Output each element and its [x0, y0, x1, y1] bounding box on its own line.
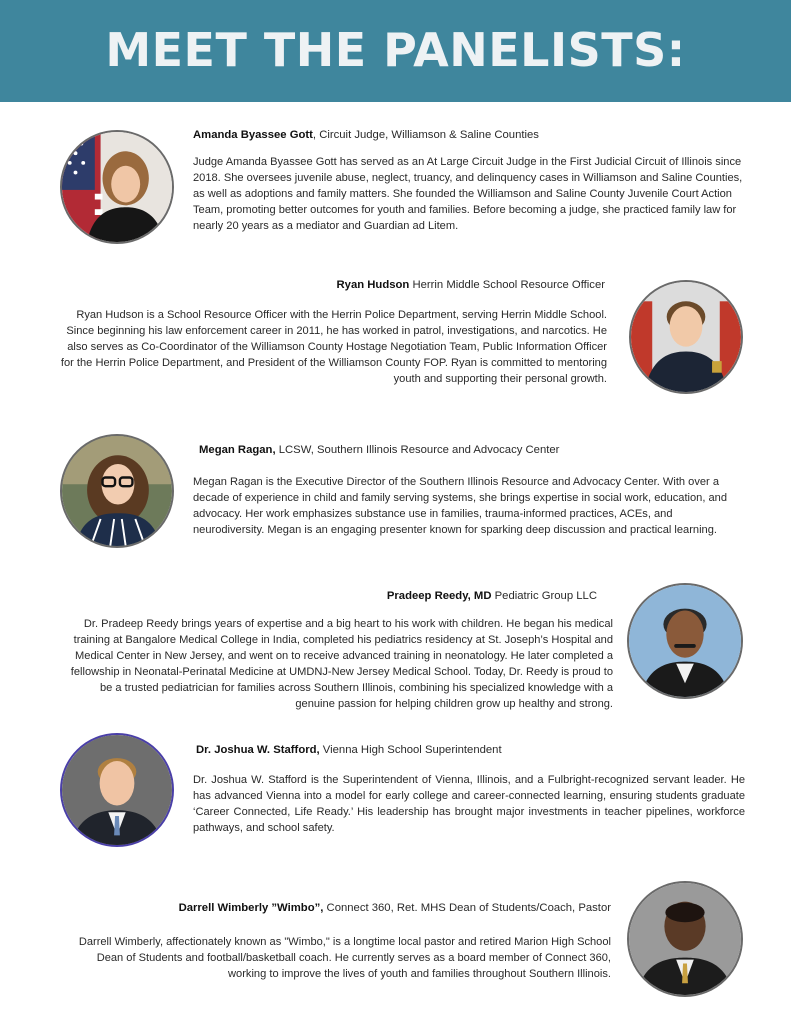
portrait-icon [62, 436, 172, 546]
panelist-photo [60, 733, 174, 847]
panelist-title: LCSW, Southern Illinois Resource and Advocacy Center [275, 444, 560, 456]
panelist-bio: Judge Amanda Byassee Gott has served as an At Large Circuit Judge in the First Judicial Circuit of Illinois since 2018. She oversees juvenile abuse, neglect, truancy, and delinquency cases in Williamson and Saline Counties, as well as adoptions and family matters. She founded the Williamson and Saline County Juvenile Court Action Team, promoting better outcomes for youth and families. Before becoming a judge, she practiced family law for nearly 20 years as a mediator and Guardian ad Litem. [193, 156, 743, 232]
panelist-heading [387, 589, 597, 603]
panelist-bio: Dr. Joshua W. Stafford is the Superintendent of Vienna, Illinois, and a Fulbright-recognized servant leader. He has advanced Vienna into a model for early college and career-connected learning, ensuring students graduate ‘Career Connected, Life Ready.’ His leadership has brought major investments in teacher pipelines, workforce pathways, and school safety. [193, 774, 745, 834]
panelist-heading [337, 278, 606, 292]
portrait-icon [62, 132, 172, 242]
panelist-photo [627, 881, 743, 997]
panelist-title: Connect 360, Ret. MHS Dean of Students/Coach, Pastor [323, 902, 611, 914]
panelist-bio: Dr. Pradeep Reedy brings years of expertise and a big heart to his work with children. He began his medical training at Bangalore Medical College in India, completed his pediatrics residency at St. Joseph’s Hospital and Medical Center in New Jersey, and went on to receive advanced training in neonatology. He later completed a fellowship in Neonatal-Perinatal Medicine at UMDNJ-New Jersey Medical School. Today, Dr. Reedy is proud to be a trusted pediatrician for families across Southern Illinois, combining his specialized knowledge with a genuine passion for helping children grow up healthy and strong. [70, 618, 613, 710]
panelist-title: Vienna High School Superintendent [319, 744, 502, 756]
panelist-title: Pediatric Group LLC [491, 590, 597, 602]
panelist-name: Amanda Byassee Gott [193, 129, 313, 141]
panelist-heading [199, 443, 559, 457]
panelist-photo [629, 280, 743, 394]
portrait-icon [631, 282, 741, 392]
panelist-heading [179, 901, 611, 915]
portrait-icon [629, 883, 741, 995]
panelist-title: , Circuit Judge, Williamson & Saline Counties [312, 129, 539, 141]
panelist-heading [193, 128, 539, 142]
header-banner [0, 0, 791, 102]
panelist-heading [196, 743, 502, 757]
panelist-name: Megan Ragan, [199, 444, 276, 456]
panelist-photo [60, 130, 174, 244]
panelist-title: Herrin Middle School Resource Officer [409, 279, 605, 291]
panelist-name: Dr. Joshua W. Stafford, [196, 744, 320, 756]
page-title: MEET THE PANELISTS: [105, 23, 686, 77]
panelist-name: Pradeep Reedy, MD [386, 590, 492, 602]
panelist-photo [627, 583, 743, 699]
panelist-bio: Ryan Hudson is a School Resource Officer with the Herrin Police Department, serving Herrin Middle School. Since beginning his law enforcement career in 2011, he has worked in patrol, investigations, and narcotics. He also serves as Co-Coordinator of the Williamson County Hostage Negotiation Team, Public Information Officer for the Herrin Police Department, and President of the Williamson County FOP. Ryan is committed to mentoring youth and supporting their personal growth. [60, 309, 607, 385]
panelist-photo [60, 434, 174, 548]
portrait-icon [629, 585, 741, 697]
panelist-name: Darrell Wimberly ”Wimbo”, [178, 902, 324, 914]
panelist-bio: Darrell Wimberly, affectionately known as "Wimbo," is a longtime local pastor and retired Marion High School Dean of Students and football/basketball coach. He currently serves as a board member of Connect 360, working to improve the lives of youth and families throughout Southern Illinois. [78, 936, 611, 980]
panelist-bio: Megan Ragan is the Executive Director of the Southern Illinois Resource and Advocacy Center. With over a decade of experience in child and family serving systems, she brings expertise in social work, education, and advocacy. Her work emphasizes substance use in families, trauma-informed practices, ACEs, and neurodiversity. Megan is an engaging presenter known for sparking deep discussion and practical learning. [193, 476, 728, 536]
portrait-icon [62, 735, 172, 845]
panelist-name: Ryan Hudson [336, 279, 410, 291]
